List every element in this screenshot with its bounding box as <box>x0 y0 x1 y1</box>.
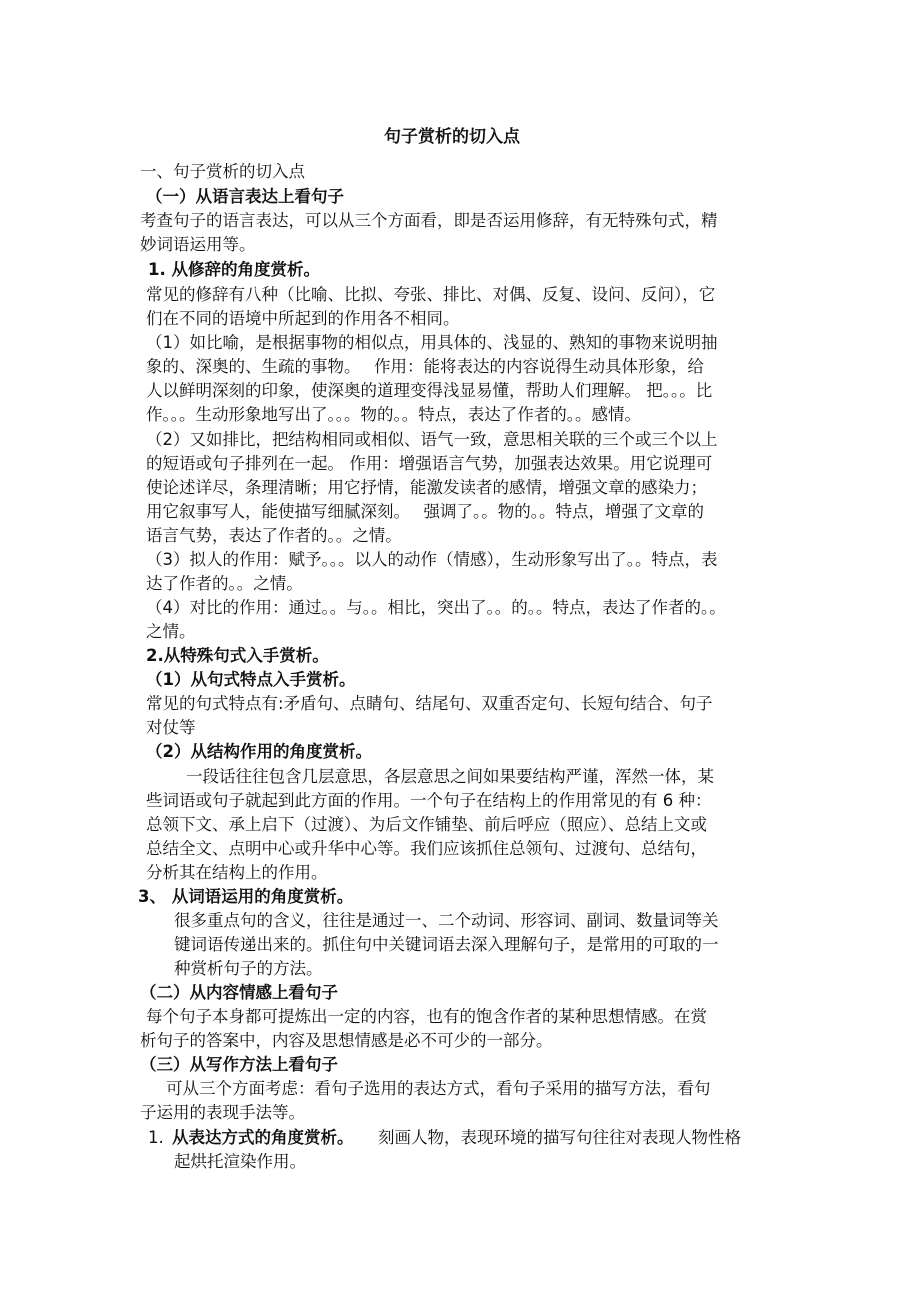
paragraph-line: 们在不同的语境中所起到的作用各不相同。 <box>146 309 460 328</box>
paragraph-line: 分析其在结构上的作用。 <box>146 863 328 882</box>
paragraph-line: 常见的句式特点有:矛盾句、点睛句、结尾句、双重否定句、长短句结合、句子 <box>146 694 713 713</box>
section-heading: 一、句子赏析的切入点 <box>140 162 305 181</box>
paragraph-line: 之情。 <box>146 622 196 641</box>
paragraph-line: 一段话往往包含几层意思，各层意思之间如果要结构严谨，浑然一体，某 <box>186 767 714 786</box>
paragraph-line: 达了作者的。。之情。 <box>146 574 303 593</box>
subsection-heading: （一）从语言表达上看句子 <box>146 187 344 206</box>
paragraph-line: 很多重点句的含义，往往是通过一、二个动词、形容词、副词、数量词等关 <box>174 911 719 930</box>
paragraph-line: 用它叙事写人，能使描写细腻深刻。 强调了。。物的。。特点，增强了文章的 <box>146 502 704 521</box>
subitem-heading: （1）从句式特点入手赏析。 <box>146 670 356 689</box>
paragraph-line: 总领下文、承上启下（过渡）、为后文作铺垫、前后呼应（照应）、总结上文或 <box>146 815 707 834</box>
subsection-heading: （三）从写作方法上看句子 <box>140 1055 338 1074</box>
paragraph-line: 妙词语运用等。 <box>140 235 256 254</box>
subitem-heading: （2）从结构作用的角度赏析。 <box>146 742 372 761</box>
paragraph-line: 常见的修辞有八种（比喻、比拟、夸张、排比、对偶、反复、设问、反问），它 <box>146 285 716 304</box>
paragraph-line: 人以鲜明深刻的印象，使深奥的道理变得浅显易懂，帮助人们理解。 把。。。比 <box>146 381 713 400</box>
paragraph-line: 语言气势，表达了作者的。。之情。 <box>146 526 402 545</box>
item-heading: 3、 从词语运用的角度赏析。 <box>138 887 354 906</box>
paragraph-line: 每个句子本身都可提炼出一定的内容，也有的饱含作者的某种思想情感。在赏 <box>146 1007 707 1026</box>
paragraph-line: （1）如比喻，是根据事物的相似点，用具体的、浅显的、熟知的事物来说明抽 <box>146 333 718 352</box>
item-heading: 从表达方式的角度赏析。 <box>172 1128 354 1147</box>
paragraph-line: 总结全文、点明中心或升华中心等。我们应该抓住总领句、过渡句、总结句， <box>146 839 707 858</box>
paragraph-line: 刻画人物，表现环境的描写句往往对表现人物性格 <box>378 1128 741 1147</box>
paragraph-line: （2）又如排比，把结构相同或相似、语气一致，意思相关联的三个或三个以上 <box>146 430 718 449</box>
paragraph-line: （4）对比的作用：通过。。与。。相比，突出了。。的。。特点，表达了作者的。。 <box>146 598 726 617</box>
document-title: 句子赏析的切入点 <box>384 127 520 147</box>
paragraph-line: 起烘托渲染作用。 <box>174 1152 306 1171</box>
paragraph-line: 对仗等 <box>146 718 196 737</box>
paragraph-line: 作。。。生动形象地写出了。。。物的。。特点，表达了作者的。。感情。 <box>146 405 641 424</box>
item-heading: 2.从特殊句式入手赏析。 <box>146 646 329 665</box>
paragraph-line: （3）拟人的作用：赋予。。。以人的动作（情感），生动形象写出了。。特点，表 <box>146 550 718 569</box>
paragraph-line: 析句子的答案中，内容及思想情感是必不可少的一部分。 <box>140 1031 553 1050</box>
paragraph-line: 些词语或句子就起到此方面的作用。一个句子在结构上的作用常见的有 6 种： <box>146 791 712 810</box>
subsection-heading: （二）从内容情感上看句子 <box>140 983 338 1002</box>
paragraph-line: 种赏析句子的方法。 <box>174 959 323 978</box>
item-number: 1. <box>148 1128 164 1147</box>
paragraph-line: 键词语传递出来的。抓住句中关键词语去深入理解句子，是常用的可取的一 <box>174 935 719 954</box>
paragraph-line: 考查句子的语言表达，可以从三个方面看，即是否运用修辞，有无特殊句式，精 <box>140 211 718 230</box>
paragraph-line: 的短语或句子排列在一起。 作用：增强语言气势，加强表达效果。用它说理可 <box>146 454 713 473</box>
paragraph-line: 象的、深奥的、生疏的事物。 作用：能将表达的内容说得生动具体形象，给 <box>146 357 704 376</box>
paragraph-line: 可从三个方面考虑：看句子选用的表达方式，看句子采用的描写方法，看句 <box>166 1079 711 1098</box>
item-heading: 1. 从修辞的角度赏析。 <box>148 260 320 279</box>
paragraph-line: 子运用的表现手法等。 <box>140 1103 305 1122</box>
paragraph-line: 使论述详尽，条理清晰；用它抒情，能激发读者的感情，增强文章的感染力； <box>146 478 707 497</box>
